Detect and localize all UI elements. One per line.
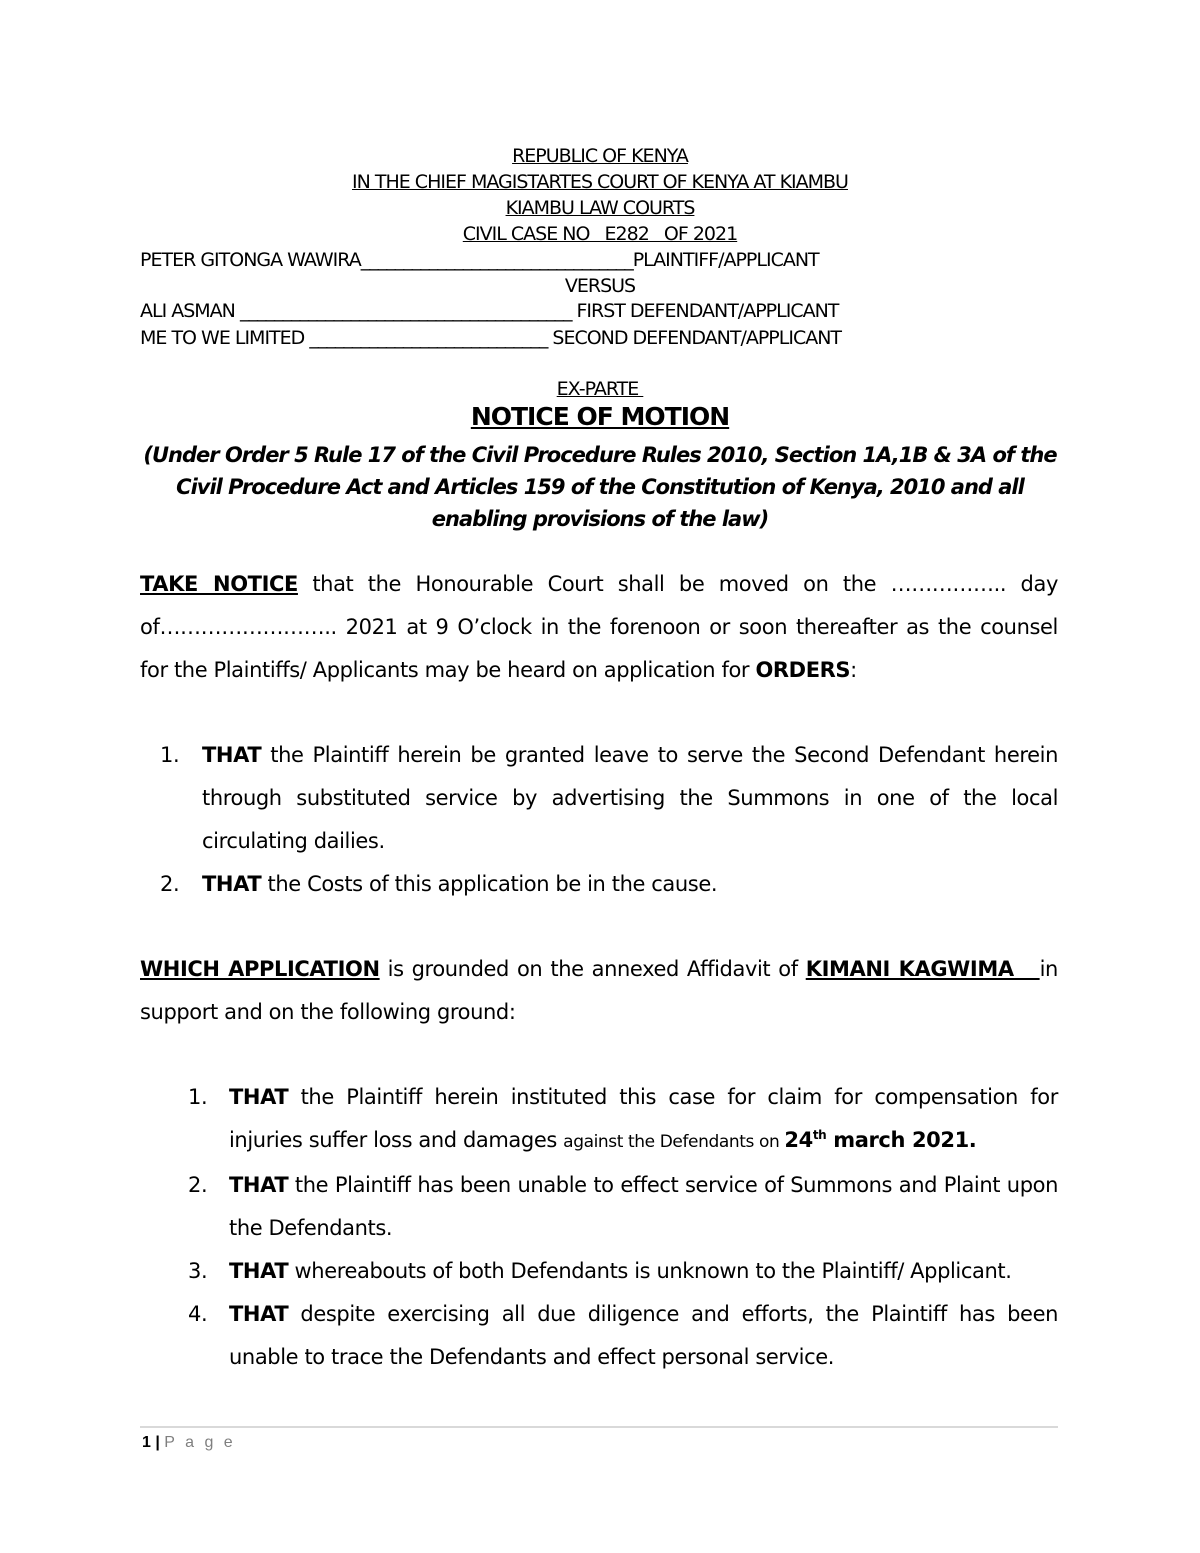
page-footer [142,1434,236,1452]
list-number: 3. [188,1259,208,1283]
orders-label: ORDERS [755,658,851,682]
party-second-defendant [140,327,1060,349]
list-item [140,734,1058,863]
second-defendant-line: ____________________________ [309,327,548,349]
list-number: 1. [160,743,180,767]
second-defendant-role: SECOND DEFENDANT/APPLICANT [547,327,842,349]
list-item-text: despite exercising all due diligence and efforts, the Plaintiff has been unable to trace the Defendants and effect personal service. [229,1302,1058,1369]
page-number: 1 [142,1434,151,1451]
first-defendant-role: FIRST DEFENDANT/APPLICANT [571,300,839,322]
list-item-lead: THAT [202,743,262,767]
list-item [140,1293,1058,1379]
which-application-text: is grounded on the annexed Affidavit of [379,957,806,981]
party-first-defendant [140,300,1060,322]
date-suffix: th [812,1128,827,1142]
document-subtitle: (Under Order 5 Rule 17 of the Civil Procedure Rules 2010, Section 1A,1B & 3A of the Civil Procedure Act and Articles 159 of the Constitution of Kenya, 2010 and all enabling provisions of the law) [143,443,1057,531]
list-item-lead: THAT [229,1085,289,1109]
date-rest: march 2021. [826,1128,977,1152]
take-notice-lead: TAKE NOTICE [140,572,298,596]
grounds-list [140,1076,1058,1379]
list-number: 4. [188,1302,208,1326]
list-item-text: the Plaintiff herein instituted this case for claim for compensation for injuries suffer loss and damages [229,1085,1058,1152]
list-item-lead: THAT [229,1259,289,1283]
orders-list [140,734,1058,906]
list-item [140,863,1058,906]
take-notice-text: that the Honourable Court shall be moved on the …………….. day of…………………….. 2021 at 9 O’clock in the forenoon or soon thereafter as the counsel for the Plaintiffs/ Applicants may be heard on application for [140,572,1058,682]
list-number: 2. [188,1173,208,1197]
plaintiff-line: ________________________________ [360,249,633,271]
list-item-text-small: against the Defendants on [563,1132,785,1152]
list-item-text: the Plaintiff has been unable to effect service of Summons and Plaint upon the Defendants. [229,1173,1058,1240]
first-defendant-name: ALI ASMAN [140,300,240,322]
first-defendant-line: _______________________________________ [239,300,572,322]
deponent-name: KIMANI KAGWIMA [805,957,1040,981]
list-item-lead: THAT [202,872,262,896]
list-item-text: the Costs of this application be in the cause. [261,872,718,896]
which-application-paragraph [140,948,1058,1034]
page-separator: | [150,1434,165,1451]
versus-label: VERSUS [564,275,636,297]
list-item-lead: THAT [229,1302,289,1326]
list-item-lead: THAT [229,1173,289,1197]
heading-republic: REPUBLIC OF KENYA [512,145,688,167]
document-title: NOTICE OF MOTION [470,402,730,431]
list-number: 2. [160,872,180,896]
orders-colon: : [850,658,857,682]
heading-court: IN THE CHIEF MAGISTARTES COURT OF KENYA AT KIAMBU [352,171,848,193]
plaintiff-name: PETER GITONGA WAWIRA [140,249,361,271]
list-item [140,1076,1058,1164]
list-item-text: the Plaintiff herein be granted leave to serve the Second Defendant herein through substituted service by advertising the Summons in one of the local circulating dailies. [202,743,1058,853]
ex-parte-label: EX-PARTE [556,378,644,400]
page-label: P a g e [164,1434,236,1451]
plaintiff-role: PLAINTIFF/APPLICANT [632,249,819,271]
which-application-text-2: in support and on the following ground: [140,957,1058,1024]
list-number: 1. [188,1085,208,1109]
list-item [140,1250,1058,1293]
list-item-text: whereabouts of both Defendants is unknown to the Plaintiff/ Applicant. [288,1259,1012,1283]
heading-location: KIAMBU LAW COURTS [505,197,695,219]
date-day: 24 [784,1128,813,1152]
party-plaintiff [140,249,1060,271]
second-defendant-name: ME TO WE LIMITED [140,327,310,349]
take-notice-paragraph [140,563,1058,692]
heading-case-number: CIVIL CASE NO E282 OF 2021 [462,223,738,245]
footer-divider [140,1426,1058,1428]
which-application-lead: WHICH APPLICATION [140,957,380,981]
list-item [140,1164,1058,1250]
